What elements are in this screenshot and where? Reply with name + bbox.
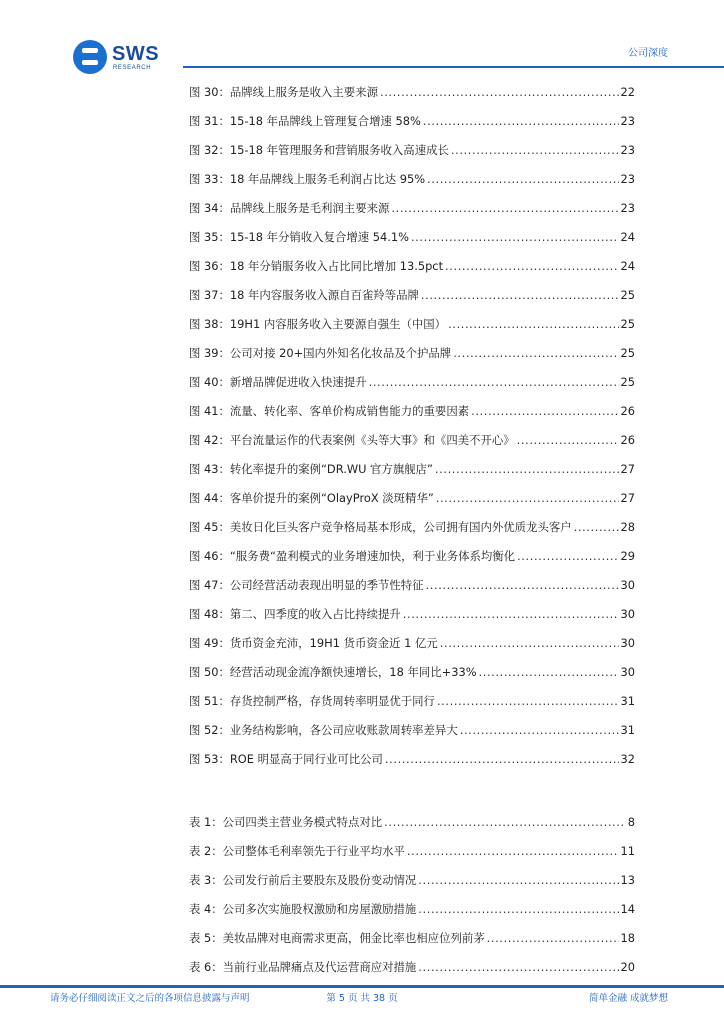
figure-toc-entry[interactable] bbox=[189, 548, 635, 577]
toc-entry-title: 图 46：“服务费“盈利模式的业务增速加快，利于业务体系均衡化 bbox=[189, 549, 516, 563]
table-toc-entry[interactable] bbox=[189, 843, 635, 872]
toc-entry-page: 23 bbox=[620, 172, 635, 186]
dot-leader bbox=[421, 288, 619, 302]
toc-entry-title: 图 34：品牌线上服务是毛利润主要来源 bbox=[189, 201, 390, 215]
toc-entry-page: 22 bbox=[620, 85, 635, 99]
toc-entry-title: 图 40：新增品牌促进收入快速提升 bbox=[189, 375, 367, 389]
sws-logo-icon bbox=[73, 40, 107, 74]
dot-leader bbox=[453, 346, 618, 360]
toc-entry-title: 表 1：公司四类主营业务模式特点对比 bbox=[189, 815, 383, 829]
toc-entry-page: 28 bbox=[620, 520, 635, 534]
toc-entry-title: 图 37：18 年内容服务收入源自百雀羚等品牌 bbox=[189, 288, 419, 302]
toc-entry-page: 18 bbox=[620, 931, 635, 945]
figure-toc-entry[interactable] bbox=[189, 490, 635, 519]
dot-leader bbox=[384, 815, 626, 829]
toc-entry-title: 图 30：品牌线上服务是收入主要来源 bbox=[189, 85, 378, 99]
table-toc-entry[interactable] bbox=[189, 959, 635, 988]
dot-leader bbox=[418, 873, 618, 887]
toc-entry-page: 11 bbox=[620, 844, 635, 858]
toc-entry-title: 图 49：货币资金充沛，19H1 货币资金近 1 亿元 bbox=[189, 636, 438, 650]
dot-leader bbox=[487, 931, 619, 945]
dot-leader bbox=[479, 665, 619, 679]
figure-toc-entry[interactable] bbox=[189, 693, 635, 722]
figure-toc-entry[interactable] bbox=[189, 200, 635, 229]
toc-entry-page: 30 bbox=[620, 578, 635, 592]
table-toc-entry[interactable] bbox=[189, 901, 635, 930]
dot-leader bbox=[418, 960, 618, 974]
dot-leader bbox=[369, 375, 619, 389]
dot-leader bbox=[380, 85, 619, 99]
toc-entry-title: 图 43：转化率提升的案例“DR.WU 官方旗舰店” bbox=[189, 462, 433, 476]
toc-entry-page: 24 bbox=[620, 230, 635, 244]
toc-entry-title: 图 33：18 年品牌线上服务毛利润占比达 95% bbox=[189, 172, 426, 186]
figure-toc-entry[interactable] bbox=[189, 287, 635, 316]
toc-entry-page: 32 bbox=[620, 752, 635, 766]
figure-toc-entry[interactable] bbox=[189, 84, 635, 113]
toc-entry-page: 27 bbox=[620, 462, 635, 476]
dot-leader bbox=[517, 433, 619, 447]
toc-entry-title: 图 44：客单价提升的案例“OlayProX 淡斑精华” bbox=[189, 491, 434, 505]
toc-entry-title: 图 36：18 年分销服务收入占比同比增加 13.5pct bbox=[189, 259, 444, 273]
dot-leader bbox=[427, 172, 618, 186]
toc-entry-page: 30 bbox=[620, 636, 635, 650]
figure-toc-entry[interactable] bbox=[189, 374, 635, 403]
dot-leader bbox=[436, 491, 619, 505]
figure-toc-entry[interactable] bbox=[189, 664, 635, 693]
toc-entry-title: 图 51：存货控制严格，存货周转率明显优于同行 bbox=[189, 694, 435, 708]
figure-toc-entry[interactable] bbox=[189, 519, 635, 548]
figure-toc-entry[interactable] bbox=[189, 113, 635, 142]
figure-toc-entry[interactable] bbox=[189, 229, 635, 258]
brand-subtitle: RESEARCH bbox=[113, 65, 152, 71]
toc-entry-page: 20 bbox=[620, 960, 635, 974]
dot-leader bbox=[448, 317, 618, 331]
toc-entry-title: 图 31：15-18 年品牌线上管理复合增速 58% bbox=[189, 114, 421, 128]
dot-leader bbox=[385, 752, 619, 766]
figure-toc-entry[interactable] bbox=[189, 577, 635, 606]
dot-leader bbox=[423, 114, 619, 128]
dot-leader bbox=[460, 723, 619, 737]
toc-entry-page: 26 bbox=[620, 433, 635, 447]
footer-slogan: 简单金融 成就梦想 bbox=[588, 993, 668, 1004]
toc-entry-title: 表 5：美妆品牌对电商需求更高，佣金比率也相应位列前茅 bbox=[189, 931, 485, 945]
toc-entry-title: 图 53：ROE 明显高于同行业可比公司 bbox=[189, 752, 383, 766]
toc-entry-page: 23 bbox=[620, 114, 635, 128]
toc-entry-title: 表 3：公司发行前后主要股东及股份变动情况 bbox=[189, 873, 417, 887]
toc-entry-page: 23 bbox=[620, 143, 635, 157]
figure-toc-entry[interactable] bbox=[189, 258, 635, 287]
toc-entry-title: 表 2：公司整体毛利率领先于行业平均水平 bbox=[189, 844, 405, 858]
toc-entry-title: 表 4：公司多次实施股权激励和房屋激励措施 bbox=[189, 902, 417, 916]
figure-toc-entry[interactable] bbox=[189, 171, 635, 200]
figure-toc-entry[interactable] bbox=[189, 316, 635, 345]
toc-entry-title: 图 50：经营活动现金流净额快速增长，18 年同比+33% bbox=[189, 665, 477, 679]
toc-entry-page: 8 bbox=[627, 815, 635, 829]
toc-entry-page: 29 bbox=[620, 549, 635, 563]
toc-entry-title: 图 45：美妆日化巨头客户竞争格局基本形成，公司拥有国内外优质龙头客户 bbox=[189, 520, 572, 534]
figure-toc-entry[interactable] bbox=[189, 403, 635, 432]
toc-entry-title: 图 42：平台流量运作的代表案例《头等大事》和《四美不开心》 bbox=[189, 433, 515, 447]
toc-entry-page: 26 bbox=[620, 404, 635, 418]
toc-entry-title: 图 32：15-18 年管理服务和营销服务收入高速成长 bbox=[189, 143, 449, 157]
figure-toc-entry[interactable] bbox=[189, 606, 635, 635]
table-toc-entry[interactable] bbox=[189, 930, 635, 959]
toc-entry-page: 25 bbox=[620, 375, 635, 389]
dot-leader bbox=[574, 520, 619, 534]
footer-disclaimer: 请务必仔细阅读正文之后的各项信息披露与声明 bbox=[50, 993, 250, 1004]
report-category: 公司深度 bbox=[628, 48, 668, 59]
header-divider bbox=[183, 66, 724, 68]
table-toc-entry[interactable] bbox=[189, 814, 635, 843]
dot-leader bbox=[435, 462, 619, 476]
figure-toc-entry[interactable] bbox=[189, 142, 635, 171]
dot-leader bbox=[437, 694, 619, 708]
footer-divider bbox=[0, 985, 724, 988]
dot-leader bbox=[391, 201, 618, 215]
toc-entry-title: 图 41：流量、转化率、客单价构成销售能力的重要因素 bbox=[189, 404, 470, 418]
toc-entry-page: 27 bbox=[620, 491, 635, 505]
figure-toc-entry[interactable] bbox=[189, 635, 635, 664]
toc-entry-title: 图 47：公司经营活动表现出明显的季节性特征 bbox=[189, 578, 424, 592]
toc-entry-page: 25 bbox=[620, 288, 635, 302]
dot-leader bbox=[403, 607, 619, 621]
figure-toc-entry[interactable] bbox=[189, 751, 635, 780]
sws-logo bbox=[73, 40, 183, 76]
dot-leader bbox=[471, 404, 618, 418]
toc-entry-page: 31 bbox=[620, 723, 635, 737]
toc-entry-page: 30 bbox=[620, 665, 635, 679]
dot-leader bbox=[517, 549, 618, 563]
toc-entry-page: 24 bbox=[620, 259, 635, 273]
toc-entry-page: 25 bbox=[620, 346, 635, 360]
table-list bbox=[189, 814, 635, 988]
table-toc-entry[interactable] bbox=[189, 872, 635, 901]
toc-entry-page: 30 bbox=[620, 607, 635, 621]
toc-entry-page: 13 bbox=[620, 873, 635, 887]
figure-toc-entry[interactable] bbox=[189, 432, 635, 461]
footer-page-number: 第 5 页 共 38 页 bbox=[326, 993, 398, 1004]
toc-entry-page: 23 bbox=[620, 201, 635, 215]
dot-leader bbox=[426, 578, 619, 592]
toc-entry-title: 图 39：公司对接 20+国内外知名化妆品及个护品牌 bbox=[189, 346, 452, 360]
toc-entry-title: 图 48：第二、四季度的收入占比持续提升 bbox=[189, 607, 401, 621]
figure-toc-entry[interactable] bbox=[189, 461, 635, 490]
toc-entry-page: 25 bbox=[620, 317, 635, 331]
dot-leader bbox=[445, 259, 618, 273]
brand-name: SWS bbox=[112, 43, 160, 65]
figure-toc-entry[interactable] bbox=[189, 345, 635, 374]
toc-entry-title: 图 35：15-18 年分销收入复合增速 54.1% bbox=[189, 230, 409, 244]
dot-leader bbox=[411, 230, 619, 244]
dot-leader bbox=[407, 844, 619, 858]
toc-entry-title: 图 52：业务结构影响，各公司应收账款周转率差异大 bbox=[189, 723, 458, 737]
toc-entry-page: 31 bbox=[620, 694, 635, 708]
figure-list bbox=[189, 84, 635, 780]
dot-leader bbox=[451, 143, 619, 157]
dot-leader bbox=[440, 636, 619, 650]
toc-entry-page: 14 bbox=[620, 902, 635, 916]
figure-toc-entry[interactable] bbox=[189, 722, 635, 751]
dot-leader bbox=[418, 902, 618, 916]
toc-entry-title: 图 38：19H1 内容服务收入主要源自强生（中国） bbox=[189, 317, 447, 331]
toc-entry-title: 表 6：当前行业品牌痛点及代运营商应对措施 bbox=[189, 960, 417, 974]
